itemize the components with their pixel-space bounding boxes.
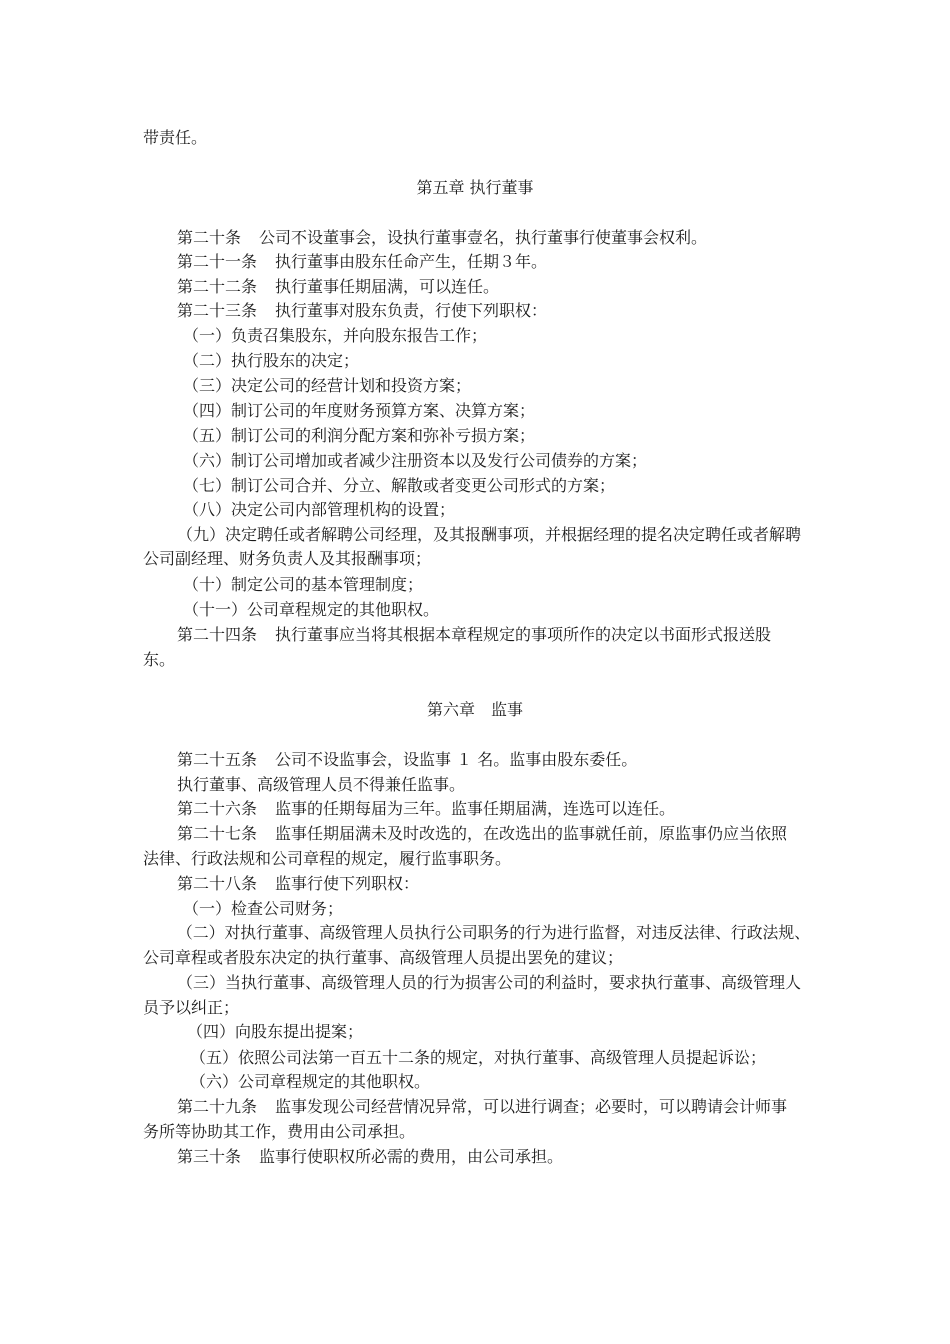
article-number: 第二十一条 — [177, 252, 258, 271]
list-item: （五）制订公司的利润分配方案和弥补亏损方案； — [183, 426, 536, 445]
article-25 — [177, 749, 637, 771]
article-29 — [177, 1096, 787, 1118]
article-number: 第二十二条 — [177, 277, 258, 296]
list-item: （二）对执行董事、高级管理人员执行公司职务的行为进行监督，对违反法律、行政法规、 — [177, 923, 811, 942]
list-item-continuation: 公司章程或者股东决定的执行董事、高级管理人员提出罢免的建议； — [143, 948, 624, 967]
article-text: 执行董事对股东负责，行使下列职权： — [275, 301, 548, 320]
article-27 — [177, 823, 787, 845]
list-item: （一）负责召集股东，并向股东报告工作； — [183, 326, 488, 345]
article-30 — [177, 1146, 563, 1168]
article-20 — [177, 227, 707, 249]
article-text: 执行董事由股东任命产生，任期３年。 — [275, 252, 548, 271]
article-text: 执行董事任期届满，可以连任。 — [275, 277, 500, 296]
list-item: （九）决定聘任或者解聘公司经理，及其报酬事项，并根据经理的提名决定聘任或者解聘 — [177, 525, 802, 544]
list-item: （七）制订公司合并、分立、解散或者变更公司形式的方案； — [183, 476, 616, 495]
article-text: 监事发现公司经营情况异常，可以进行调查；必要时，可以聘请会计师事 — [275, 1097, 788, 1116]
article-number: 第二十条 — [177, 228, 242, 247]
list-item: （十一）公司章程规定的其他职权。 — [183, 600, 440, 619]
chapter6-title: 第六章 监事 — [426, 700, 523, 719]
article-text: 公司不设监事会，设监事 １ 名。监事由股东委任。 — [275, 750, 638, 769]
list-item: （八）决定公司内部管理机构的设置； — [183, 500, 456, 519]
list-item: （六）制订公司增加或者减少注册资本以及发行公司债券的方案； — [183, 451, 648, 470]
article-number: 第二十四条 — [177, 625, 258, 644]
article-continuation: 务所等协助其工作，费用由公司承担。 — [143, 1122, 416, 1141]
list-item: （六）公司章程规定的其他职权。 — [190, 1072, 431, 1091]
article-text: 公司不设董事会，设执行董事壹名，执行董事行使董事会权利。 — [259, 228, 708, 247]
article-22 — [177, 276, 499, 298]
article-21 — [177, 251, 547, 273]
article-text: 监事任期届满未及时改选的，在改选出的监事就任前，原监事仍应当依照 — [275, 824, 788, 843]
list-item: （三）当执行董事、高级管理人员的行为损害公司的利益时，要求执行董事、高级管理人 — [177, 973, 802, 992]
article-23 — [177, 300, 547, 322]
article-26 — [177, 798, 675, 820]
article-number: 第二十七条 — [177, 824, 258, 843]
article-continuation: 东。 — [143, 650, 176, 669]
article-text: 监事的任期每届为三年。监事任期届满，连选可以连任。 — [275, 799, 676, 818]
chapter5-title: 第五章 执行董事 — [416, 178, 534, 197]
list-item: （三）决定公司的经营计划和投资方案； — [183, 376, 472, 395]
article-24 — [177, 624, 771, 646]
list-item: （四）制订公司的年度财务预算方案、决算方案； — [183, 401, 536, 420]
article-number: 第二十三条 — [177, 301, 258, 320]
list-item: （四）向股东提出提案； — [187, 1022, 364, 1041]
article-text: 监事行使职权所必需的费用，由公司承担。 — [259, 1147, 564, 1166]
article-number: 第三十条 — [177, 1147, 242, 1166]
article-number: 第二十六条 — [177, 799, 258, 818]
continuation-text: 带责任。 — [143, 128, 208, 147]
article-28 — [177, 873, 419, 895]
list-item: （一）检查公司财务； — [183, 899, 344, 918]
list-item-continuation: 员予以纠正； — [143, 998, 240, 1017]
article-number: 第二十九条 — [177, 1097, 258, 1116]
article-continuation: 法律、行政法规和公司章程的规定，履行监事职务。 — [143, 849, 512, 868]
paragraph: 执行董事、高级管理人员不得兼任监事。 — [177, 775, 466, 794]
article-text: 监事行使下列职权： — [275, 874, 420, 893]
article-number: 第二十八条 — [177, 874, 258, 893]
list-item: （十）制定公司的基本管理制度； — [183, 575, 424, 594]
article-text: 执行董事应当将其根据本章程规定的事项所作的决定以书面形式报送股 — [275, 625, 772, 644]
list-item: （二）执行股东的决定； — [183, 351, 360, 370]
list-item-continuation: 公司副经理、财务负责人及其报酬事项； — [143, 549, 432, 568]
list-item: （五）依照公司法第一百五十二条的规定，对执行董事、高级管理人员提起诉讼； — [190, 1048, 767, 1067]
article-number: 第二十五条 — [177, 750, 258, 769]
